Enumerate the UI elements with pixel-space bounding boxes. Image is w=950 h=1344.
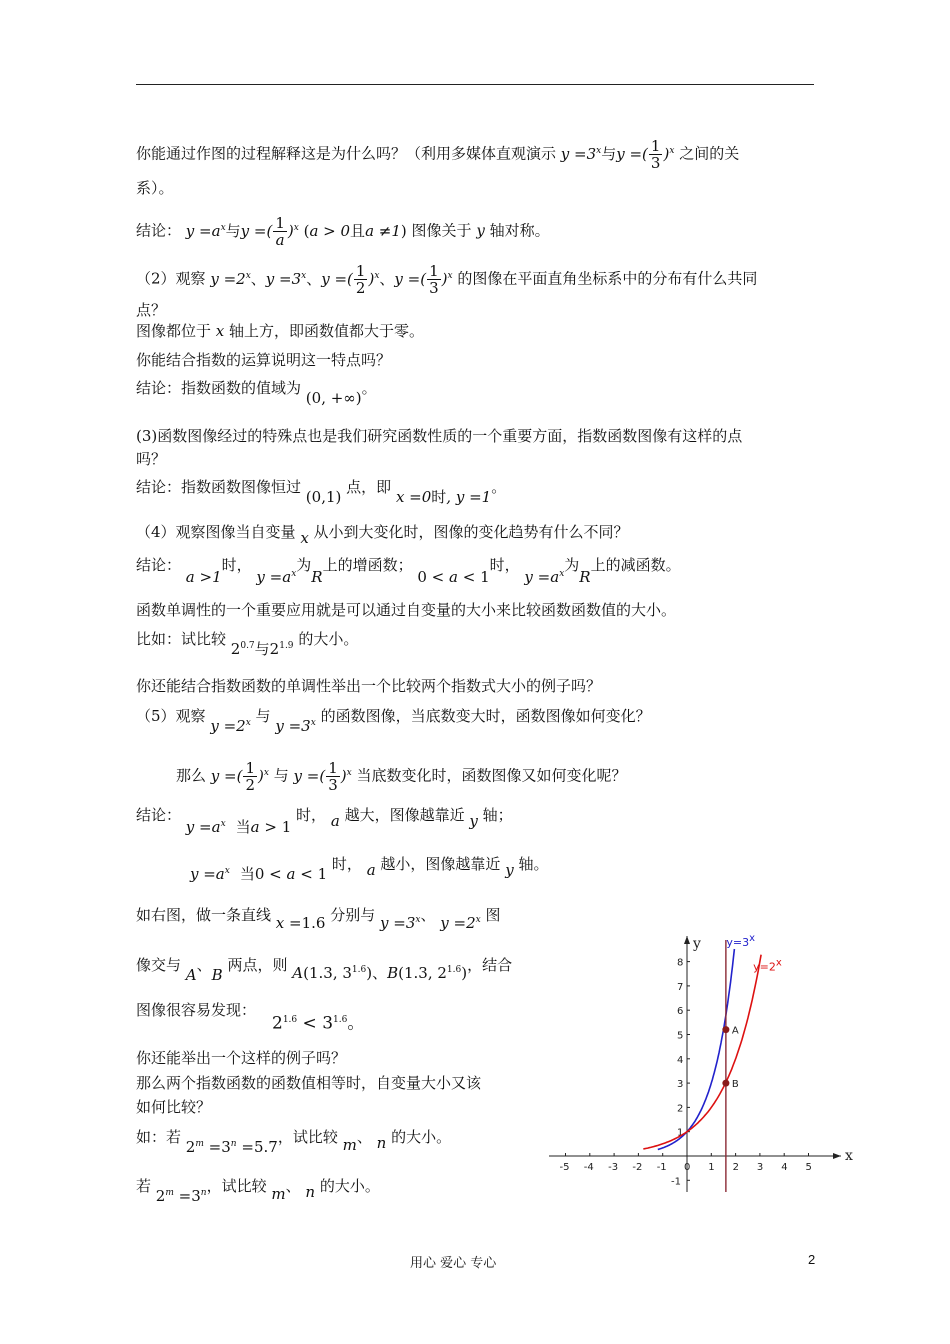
y-tick-label: 4 — [677, 1054, 684, 1066]
series-label-2: y=2x — [753, 957, 782, 974]
question-equal-values: 那么两个指数函数的函数值相等时，自变量大小又该 — [136, 1074, 482, 1092]
x-tick-label: -5 — [559, 1162, 570, 1173]
formula-four-functions: $y =2^x$、$y =3^x$、y =( $\frac{1}{2}$ )$^x$、y =( $\frac{1}{3}$ )$^x$ — [210, 262, 453, 297]
exponential-chart — [545, 926, 855, 1196]
easy-find: 图像很容易发现： — [136, 1001, 257, 1019]
question-4: （4）观察图像当自变量 x 从小到大变化时，图像的变化趋势有什么不同？ — [136, 523, 629, 547]
question-5: （5）观察 $y =2^x$ 与 $y =3^x$ 的函数图像，当底数变大时，函数图像如何变化？ — [136, 707, 651, 735]
para-line-1b: 系）。 — [136, 179, 174, 197]
question-2: （2）观察 $y =2^x$、$y =3^x$、y =( $\frac{1}{2}$ )$^x$、y =( $\frac{1}{3}$ )$^x$ 的图像在平面直角坐标系中的分布有什么共同 — [136, 262, 758, 297]
footer-motto: 用心 爱心 专心 — [410, 1256, 497, 1271]
formula-y3x-and-1-3: $y =3^x$与y =( $\frac{1}{3}$ )$^x$ — [560, 137, 675, 172]
y-tick-label: 2 — [677, 1103, 684, 1115]
question-3: (3)函数图像经过的特殊点也是我们研究函数性质的一个重要方面，指数函数图像有这样的点 — [136, 427, 743, 445]
formula-x0-y1: x =0时, y =1 — [395, 488, 492, 506]
question-5b: 那么 y =( $\frac{1}{2}$ )$^x$ 与 y =( $\frac{1}{3}$ )$^x$ 当底数变化时，函数图像又如何变化呢？ — [176, 759, 627, 794]
line-x16: 如右图，做一条直线 x =1.6 分别与 $y =3^x$、 $y =2^x$ 图 — [136, 906, 501, 932]
point-label-B: B — [731, 1079, 739, 1091]
y-tick-label: 1 — [677, 1127, 684, 1139]
x-tick-label: 5 — [805, 1162, 812, 1173]
y-tick-label: 3 — [677, 1079, 684, 1091]
x-tick-label: 0 — [684, 1162, 691, 1173]
conclusion-base-large: 结论： $y =a^x$ 当a > 1 时， a 越大，图像越靠近 y 轴； — [136, 806, 513, 836]
x-tick-label: -2 — [632, 1162, 643, 1173]
example-compare: 比如：试比较 $2^{0.7}$与$2^{1.9}$ 的大小。 — [136, 630, 359, 658]
question-3b: 吗？ — [136, 450, 167, 468]
answer-above-x: 图像都位于 x 轴上方，即函数值都大于零。 — [136, 322, 425, 340]
formula-compare-result: $2^{1.6} < 3^{1.6}$。 — [272, 1013, 365, 1034]
y-axis-arrow — [684, 936, 690, 944]
y-tick-label: 8 — [677, 957, 684, 969]
x-tick-label: -1 — [656, 1162, 667, 1173]
x-axis-arrow — [833, 1153, 841, 1159]
point-A — [722, 1026, 729, 1033]
y-tick-label: -1 — [671, 1176, 681, 1188]
y-axis-label: y — [693, 936, 701, 952]
point-B — [722, 1080, 729, 1087]
x-tick-label: -3 — [608, 1162, 619, 1173]
points-ab: 像交与 A、B 两点，则 A(1.3, $3^{1.6}$)、B(1.3, $2^{1.6}$)，结合 — [136, 956, 513, 984]
conclusion-base-small: $y =a^x$ 当0 < a < 1 时， a 越小，图像越靠近 y 轴。 — [190, 855, 549, 883]
page-number: 2 — [808, 1252, 816, 1267]
x-axis-label: x — [845, 1148, 853, 1164]
x-tick-label: 3 — [756, 1162, 764, 1173]
x-tick-label: 4 — [781, 1162, 788, 1173]
question-another-example: 你还能举出一个这样的例子吗？ — [136, 1049, 347, 1067]
example-m-n-57: 如：若 $2^m =3^n =5.7$，试比较 m、 n 的大小。 — [136, 1128, 452, 1156]
question-equal-values-b: 如何比较？ — [136, 1098, 212, 1116]
example-m-n: 若 $2^m =3^n$，试比较 m、 n 的大小。 — [136, 1177, 380, 1205]
question-2b: 点？ — [136, 301, 167, 319]
monotonic-application: 函数单调性的一个重要应用就是可以通过自变量的大小来比较函数函数值的大小。 — [136, 601, 677, 619]
conclusion-fixed-point: 结论：指数函数图像恒过 (0,1) 点，即 x =0时, y =1。 — [136, 478, 507, 506]
conclusion-symmetry: 结论： $y =a^x$与y =( $\frac{1}{a}$ )$^x$ (a > 0且a ≠1) 图像关于 y 轴对称。 — [136, 214, 550, 249]
conclusion-monotonic: 结论： a >1时， $y =a^x$为R上的增函数； 0 < a < 1时， $y =a^x$为R上的减函数。 — [136, 556, 681, 586]
conclusion-range: 结论：指数函数的值域为 (0, +∞)。 — [136, 379, 377, 407]
x-tick-label: -4 — [583, 1162, 594, 1173]
x-tick-label: 1 — [708, 1162, 715, 1173]
y-tick-label: 7 — [677, 981, 684, 993]
series-curve-2 — [643, 955, 761, 1149]
series-label-3: y=3x — [726, 933, 756, 949]
formula-range: (0, +∞) — [305, 389, 362, 407]
series-curve-3 — [658, 949, 735, 1150]
x-tick-label: 2 — [732, 1162, 739, 1173]
y-tick-label: 6 — [677, 1006, 684, 1018]
question-range: 你能结合指数的运算说明这一特点吗？ — [136, 351, 392, 369]
question-example: 你还能结合指数函数的单调性举出一个比较两个指数式大小的例子吗？ — [136, 677, 602, 695]
point-label-A: A — [731, 1025, 739, 1037]
para-line-1: 你能通过作图的过程解释这是为什么吗？（利用多媒体直观演示 $y =3^x$与y =( $\frac{1}{3}$ )$^x$ 之间的关 — [136, 137, 740, 172]
y-tick-label: 5 — [677, 1030, 684, 1042]
formula-ax-symmetry: $y =a^x$与y =( $\frac{1}{a}$ )$^x$ (a > 0且a ≠1) — [185, 214, 407, 249]
header-rule — [136, 84, 814, 85]
